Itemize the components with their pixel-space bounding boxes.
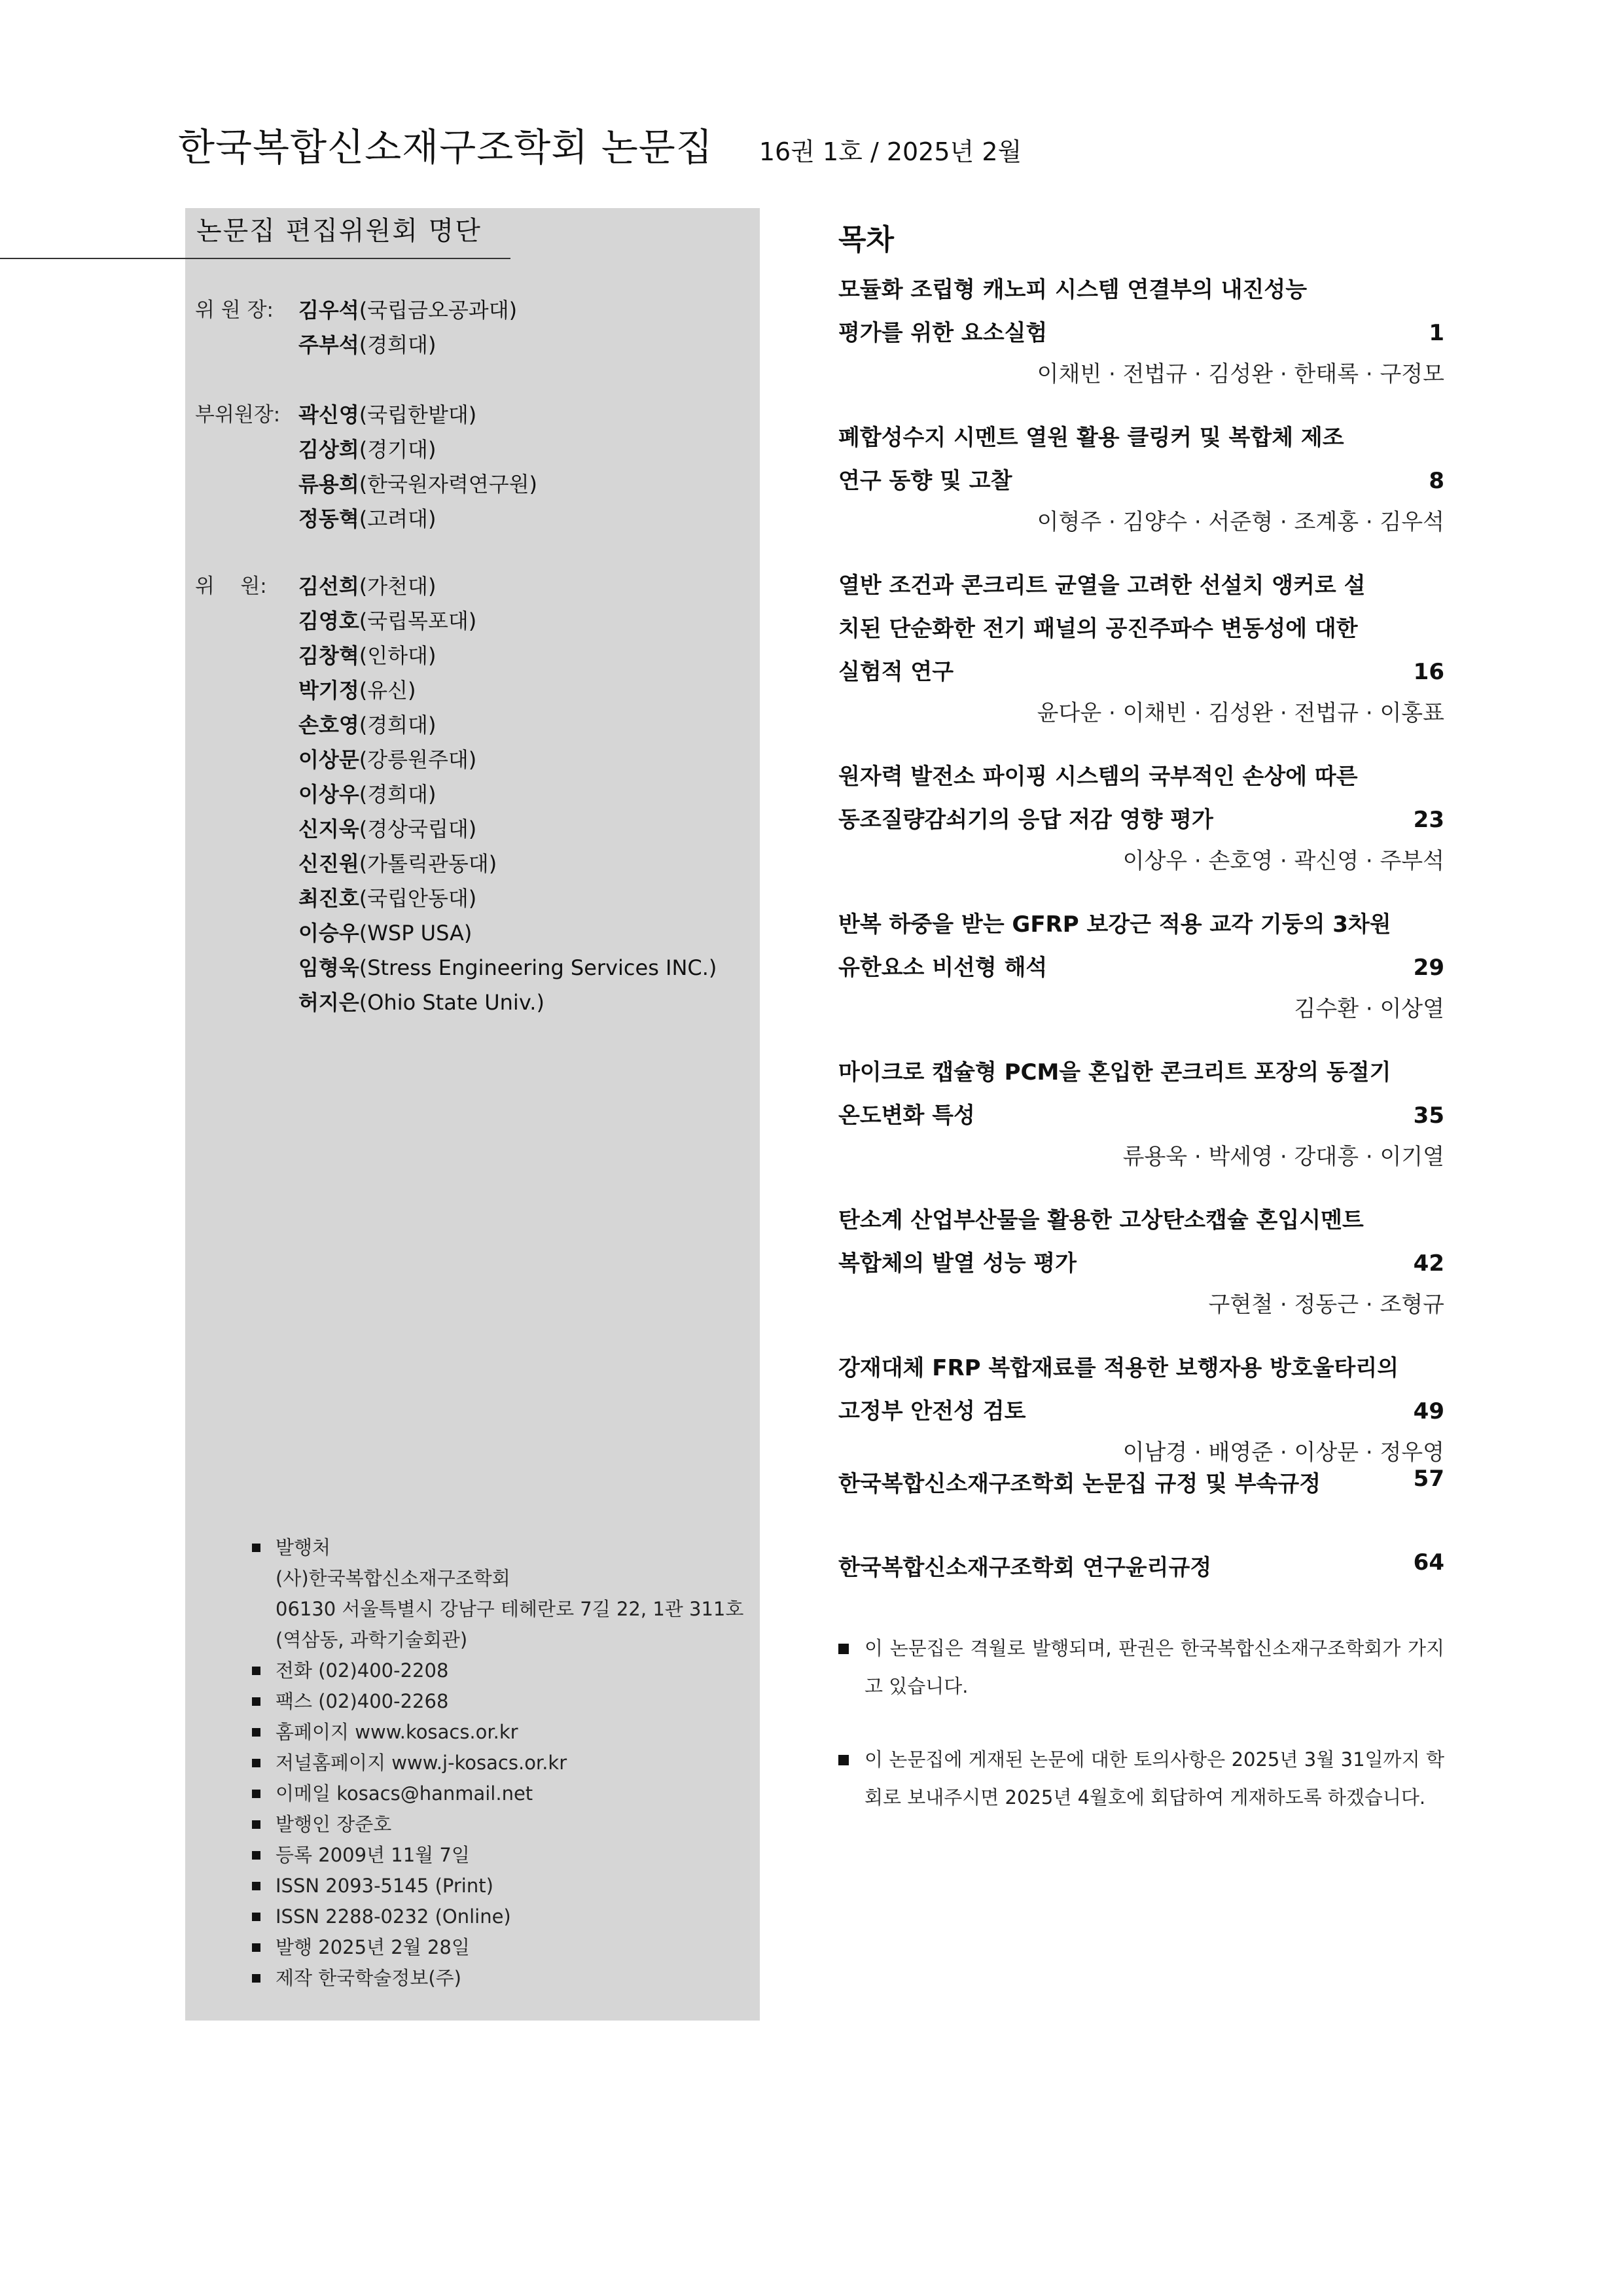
member-name: 이상문 [298,747,359,772]
publisher-item [252,1963,749,1994]
publisher-item [252,1686,749,1717]
member [298,951,717,985]
member-affiliation: (국립목포대) [359,609,477,633]
member-name: 김선희 [298,574,359,599]
member-affiliation: (경희대) [359,713,437,737]
entry-title-line: 유한요소 비선형 해석 [838,955,1048,981]
member [298,467,537,502]
toc-entry[interactable] [838,416,1444,542]
member-affiliation: (국립한밭대) [359,402,477,427]
member [298,328,436,362]
member [298,293,517,328]
member [298,569,436,604]
member-affiliation: (Ohio State Univ.) [359,990,544,1015]
member-affiliation: (인하대) [359,643,437,668]
publisher-item [252,1532,749,1655]
publisher-item [252,1901,749,1932]
entry-page: 23 [1413,807,1444,833]
entry-authors: 김수환 · 이상열 [1294,996,1444,1022]
publisher-info [252,1532,749,1994]
member [298,604,476,639]
issue-info: 16권 1호 / 2025년 2월 [758,137,1022,166]
member [298,708,436,743]
member [298,847,497,881]
toc-entry[interactable] [838,1051,1444,1176]
publisher-item [252,1655,749,1686]
published-date-text: 발행 2025년 2월 28일 [276,1936,470,1958]
member-affiliation: (국립금오공과대) [359,298,518,323]
notice-text: 이 논문집은 격월로 발행되며, 판권은 한국복합신소재구조학회가 가지고 있습니다. [865,1637,1444,1697]
entry-title-line: 연구 동향 및 고찰 [838,468,1012,494]
registration-text: 등록 2009년 11월 7일 [276,1844,470,1866]
entry-title-line: 열반 조건과 콘크리트 균열을 고려한 선설치 앵커로 설 [838,573,1366,599]
publisher-person-text: 발행인 장준호 [276,1813,392,1835]
fax-text: 팩스 (02)400-2268 [276,1690,449,1712]
member [298,916,472,951]
square-bullet-icon [252,1697,260,1706]
member-affiliation: (경희대) [359,782,437,807]
member-name: 김창혁 [298,643,359,668]
entry-page: 49 [1413,1398,1444,1424]
square-bullet-icon [252,1974,260,1983]
square-bullet-icon [838,1644,849,1654]
divider-line [0,258,510,259]
member-affiliation: (유신) [359,678,416,703]
notice-text: 이 논문집에 게재된 논문에 대한 토의사항은 2025년 3월 31일까지 학회로 보내주시면 2025년 4월호에 회답하여 게재하도록 하겠습니다. [865,1748,1444,1809]
member-name: 김영호 [298,609,359,633]
entry-title-last [838,650,1444,694]
member-affiliation: (경기대) [359,437,437,462]
publisher-item [252,1717,749,1748]
rule-page: 57 [1413,1466,1444,1492]
square-bullet-icon [252,1544,260,1552]
phone-text: 전화 (02)400-2208 [276,1659,449,1682]
homepage-text: 홈페이지 www.kosacs.or.kr [276,1721,518,1743]
member [298,777,436,812]
entry-title-line: 모듈화 조립형 캐노피 시스템 연결부의 내진성능 [838,277,1308,303]
entry-authors: 이채빈 · 전법규 · 김성완 · 한태록 · 구정모 [1037,361,1444,387]
entry-page: 29 [1413,955,1444,981]
member-affiliation: (WSP USA) [359,921,473,945]
square-bullet-icon [252,1790,260,1798]
publisher-address-2: (역삼동, 과학기술회관) [276,1629,468,1651]
entry-title-last [838,1242,1444,1285]
entry-title-line: 폐합성수지 시멘트 열원 활용 클링커 및 복합체 제조 [838,425,1344,451]
entry-title-line: 실험적 연구 [838,659,954,685]
entry-authors: 이남경 · 배영준 · 이상문 · 정우영 [1122,1439,1444,1466]
entry-title-last [838,1094,1444,1137]
entry-page: 1 [1429,320,1444,346]
square-bullet-icon [252,1913,260,1921]
member-name: 김우석 [298,298,359,323]
entry-authors: 윤다운 · 이채빈 · 김성완 · 전법규 · 이홍표 [1037,700,1444,726]
entry-authors: 구현철 · 정동근 · 조형규 [1208,1292,1444,1318]
toc-entry[interactable] [838,1347,1444,1472]
member-affiliation: (가천대) [359,574,437,599]
entry-title-line: 복합체의 발열 성능 평가 [838,1250,1077,1277]
entry-authors: 류용욱 · 박세영 · 강대흥 · 이기열 [1122,1144,1444,1170]
entry-page: 16 [1413,659,1444,685]
issn-print-text: ISSN 2093-5145 (Print) [276,1875,493,1897]
toc-rule-entry[interactable] [838,1549,1444,1581]
publisher-item [252,1840,749,1871]
member-affiliation: (강릉원주대) [359,747,477,772]
entry-title-last [838,946,1444,989]
notice [838,1740,1444,1816]
member-affiliation: (경상국립대) [359,817,477,841]
entry-title-line: 평가를 위한 요소실험 [838,320,1048,346]
toc-title: 목차 [838,223,895,256]
member-name: 이상우 [298,782,359,807]
publisher-item [252,1748,749,1778]
square-bullet-icon [252,1667,260,1675]
member-affiliation: (가톨릭관동대) [359,851,497,876]
member-name: 허지은 [298,990,359,1015]
entry-title-last [838,311,1444,355]
entry-title-line: 치된 단순화한 전기 패널의 공진주파수 변동성에 대한 [838,616,1358,642]
publisher-item [252,1871,749,1901]
toc-entry[interactable] [838,1199,1444,1324]
role-label: 위 원 장: [195,298,274,322]
member-name: 김상희 [298,437,359,462]
toc-entry[interactable] [838,755,1444,881]
entry-page: 35 [1413,1103,1444,1129]
entry-title-line: 탄소계 산업부산물을 활용한 고상탄소캡슐 혼입시멘트 [838,1207,1364,1233]
member-name: 신지욱 [298,817,359,841]
publisher-item [252,1809,749,1840]
entry-title-line: 강재대체 FRP 복합재료를 적용한 보행자용 방호울타리의 [838,1355,1399,1381]
entry-title-line: 마이크로 캡슐형 PCM을 혼입한 콘크리트 포장의 동절기 [838,1059,1391,1086]
publisher-label: 발행처 [276,1536,331,1559]
email-text: 이메일 kosacs@hanmail.net [276,1782,533,1805]
entry-page: 42 [1413,1250,1444,1277]
entry-title-line: 반복 하중을 받는 GFRP 보강근 적용 교각 기둥의 3차원 [838,911,1391,938]
entry-title-line: 온도변화 특성 [838,1103,975,1129]
member-name: 최진호 [298,886,359,911]
rule-title: 한국복합신소재구조학회 연구윤리규정 [838,1555,1212,1581]
rule-title: 한국복합신소재구조학회 논문집 규정 및 부속규정 [838,1471,1321,1497]
production-text: 제작 한국학술정보(주) [276,1967,461,1989]
toc-rule-entry[interactable] [838,1466,1444,1498]
toc-entry[interactable] [838,268,1444,394]
member [298,639,436,673]
entry-page: 8 [1429,468,1444,494]
page-header [178,116,1022,195]
publisher-item [252,1778,749,1809]
square-bullet-icon [252,1759,260,1767]
member [298,881,476,916]
rule-page: 64 [1413,1549,1444,1576]
member-name: 손호영 [298,713,359,737]
member-name: 임형욱 [298,955,359,980]
publisher-address: 06130 서울특별시 강남구 테헤란로 7길 22, 1관 311호 [276,1598,744,1620]
entry-title-last [838,1390,1444,1433]
member [298,502,436,537]
square-bullet-icon [252,1820,260,1829]
issn-online-text: ISSN 2288-0232 (Online) [276,1905,511,1928]
member [298,673,416,708]
member-affiliation: (국립안동대) [359,886,477,911]
member-name: 곽신영 [298,402,359,427]
member-name: 주부석 [298,332,359,357]
committee-title: 논문집 편집위원회 명단 [196,216,482,246]
member-affiliation: (경희대) [359,332,437,357]
entry-authors: 이형주 · 김양수 · 서준형 · 조계홍 · 김우석 [1037,509,1444,535]
square-bullet-icon [252,1728,260,1737]
role-label: 부위원장: [195,403,281,427]
member-name: 류용희 [298,472,359,497]
member [298,812,476,847]
notice [838,1629,1444,1705]
square-bullet-icon [252,1943,260,1952]
publisher-item [252,1932,749,1963]
publisher-name: (사)한국복합신소재구조학회 [276,1567,510,1589]
member-affiliation: (Stress Engineering Services INC.) [359,955,717,980]
member [298,433,436,467]
square-bullet-icon [252,1882,260,1890]
member-name: 이승우 [298,921,359,945]
entry-title-line: 동조질량감쇠기의 응답 저감 영향 평가 [838,807,1213,833]
role-label: 위 원: [195,574,267,598]
toc-list [838,268,1444,1494]
member [298,985,544,1020]
member-name: 정동혁 [298,506,359,531]
toc-entry[interactable] [838,564,1444,733]
entry-title-line: 원자력 발전소 파이핑 시스템의 국부적인 손상에 따른 [838,764,1358,790]
journal-homepage-text: 저널홈페이지 www.j-kosacs.or.kr [276,1752,567,1774]
entry-title-last [838,459,1444,503]
member-affiliation: (한국원자력연구원) [359,472,538,497]
entry-title-line: 고정부 안전성 검토 [838,1398,1026,1424]
member-name: 신진원 [298,851,359,876]
member [298,743,476,777]
member-affiliation: (고려대) [359,506,437,531]
entry-authors: 이상우 · 손호영 · 곽신영 · 주부석 [1122,848,1444,874]
square-bullet-icon [838,1755,849,1765]
toc-entry[interactable] [838,903,1444,1029]
square-bullet-icon [252,1851,260,1860]
member-name: 박기정 [298,678,359,703]
entry-title-last [838,798,1444,841]
member [298,398,476,433]
journal-title: 한국복합신소재구조학회 논문집 [178,125,713,169]
